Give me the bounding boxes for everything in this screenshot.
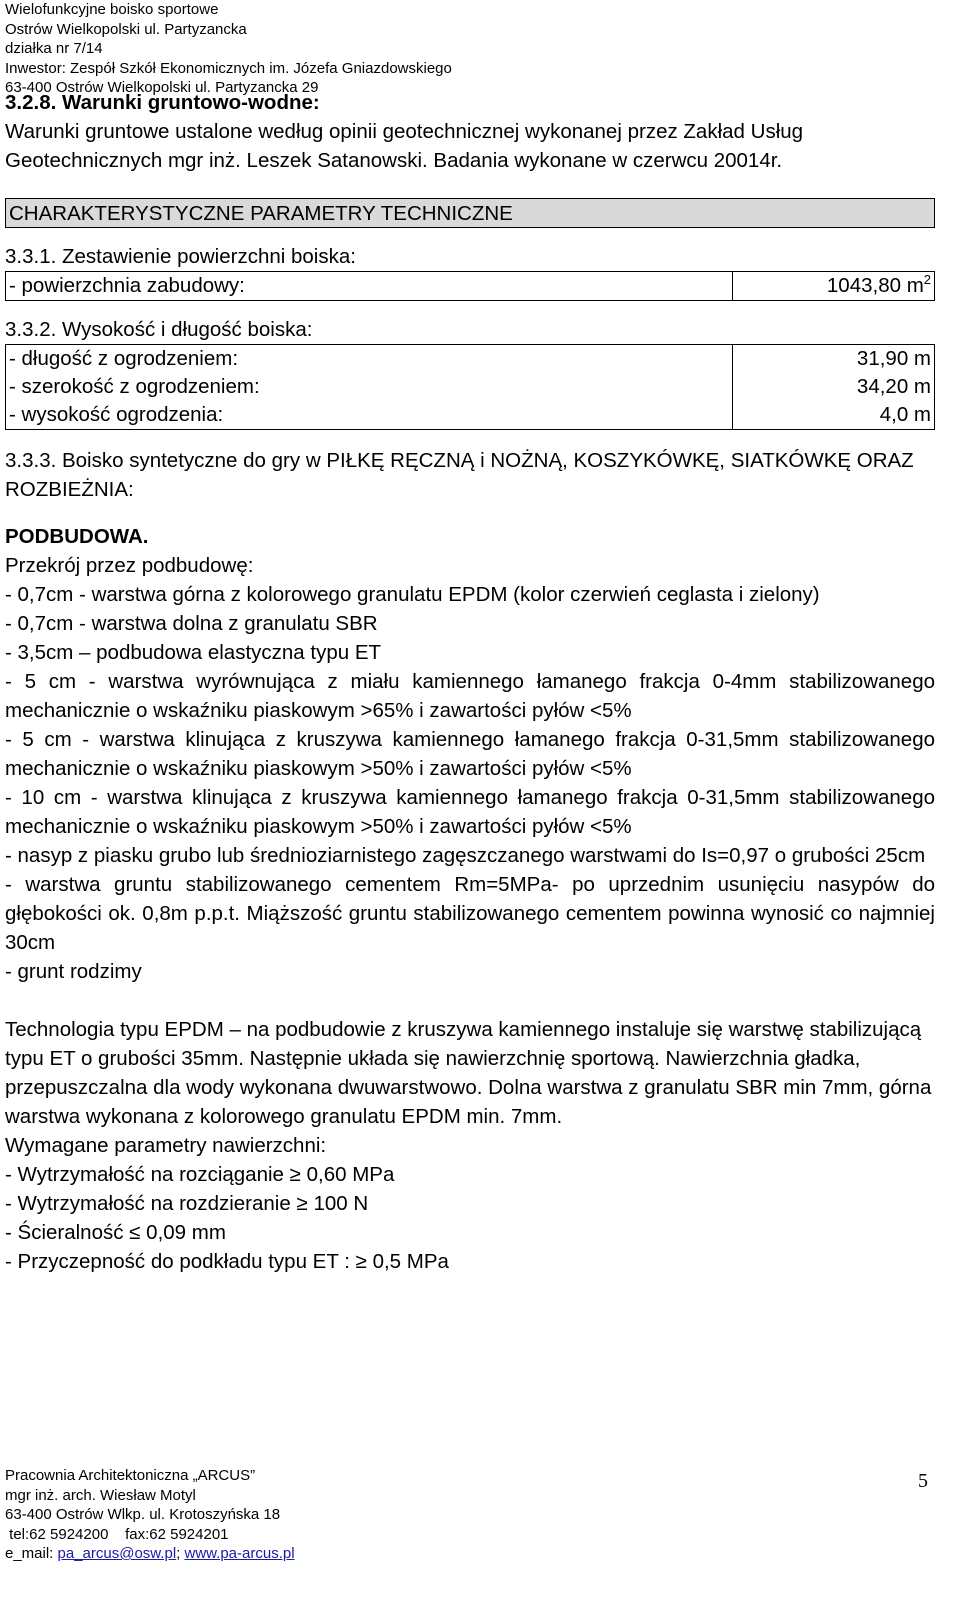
page-number: 5 xyxy=(918,1470,928,1492)
header-line: Wielofunkcyjne boisko sportowe xyxy=(5,1,219,18)
param-item: - Ścieralność ≤ 0,09 mm xyxy=(5,1221,226,1244)
document-body xyxy=(5,88,935,1276)
document-footer xyxy=(5,1466,295,1564)
section-band-heading: CHARAKTERYSTYCZNE PARAMETRY TECHNICZNE xyxy=(5,198,935,228)
layer-item: - warstwa gruntu stabilizowanego cementem Rm=5MPa- po uprzednim usunięciu nasypów do głębokości ok. 0,8m p.p.t. Miąższość gruntu stabilizowanego cementem powinna wynosić co najmniej 30cm xyxy=(5,873,935,954)
table-row xyxy=(6,272,935,301)
table-cell-value: 1043,80 $m^2$ xyxy=(733,272,935,301)
section-3-3-2-title: 3.3.2. Wysokość i długość boiska: xyxy=(5,318,313,341)
email-link[interactable]: pa_arcus@osw.pl xyxy=(57,1545,177,1562)
table-cell-value: 4,0 m xyxy=(733,401,935,430)
header-line: 63-400 Ostrów Wielkopolski ul. Partyzancka 29 xyxy=(5,79,319,96)
footer-line: mgr inż. arch. Wiesław Motyl xyxy=(5,1486,196,1504)
layer-item: - 5 cm - warstwa wyrównująca z miału kamiennego łamanego frakcja 0-4mm stabilizowanego mechanicznie o wskaźniku piaskowym >65% i zawartości pyłów <5% xyxy=(5,670,935,722)
area-table xyxy=(5,271,935,301)
header-line: Ostrów Wielkopolski ul. Partyzancka xyxy=(5,20,247,38)
table-cell-value: 31,90 m xyxy=(733,345,935,374)
header-line: Inwestor: Zespół Szkół Ekonomicznych im. Józefa Gniazdowskiego xyxy=(5,59,452,77)
table-row xyxy=(6,373,935,401)
param-item: - Przyczepność do podkładu typu ET : ≥ 0,5 MPa xyxy=(5,1250,449,1273)
layer-item: - 0,7cm - warstwa górna z kolorowego granulatu EPDM (kolor czerwień ceglasta i zielony) xyxy=(5,583,820,606)
section-3-2-8-title: 3.2.8. Warunki gruntowo-wodne: xyxy=(5,91,320,114)
podbudowa-intro: Przekrój przez podbudowę: xyxy=(5,554,254,577)
layer-item: - nasyp z piasku grubo lub średnioziarnistego zagęszczanego warstwami do Is=0,97 o grubości 25cm xyxy=(5,844,926,867)
table-cell-label: - powierzchnia zabudowy: xyxy=(6,272,733,301)
podbudowa-heading: PODBUDOWA. xyxy=(5,525,149,548)
section-3-3-3-title: 3.3.3. Boisko syntetyczne do gry w PIŁKĘ RĘCZNĄ i NOŻNĄ, KOSZYKÓWKĘ, SIATKÓWKĘ ORAZ ROZBIEŻNIA: xyxy=(5,449,914,501)
footer-line: tel:62 5924200 fax:62 5924201 xyxy=(5,1525,229,1543)
section-3-3-1-title: 3.3.1. Zestawienie powierzchni boiska: xyxy=(5,245,356,268)
footer-line: 63-400 Ostrów Wlkp. ul. Krotoszyńska 18 xyxy=(5,1506,281,1523)
technology-paragraph: Technologia typu EPDM – na podbudowie z kruszywa kamiennego instaluje się warstwę stabilizującą typu ET o grubości 35mm. Następnie układa się nawierzchnię sportową. Nawierzchnia gładka, przepuszczalna dla wody wykonana dwuwarstwowo. Dolna warstwa z granulatu SBR min 7mm, górna warstwa wykonana z kolorowego granulatu EPDM min. 7mm. xyxy=(5,1018,932,1128)
footer-line: Pracownia Architektoniczna „ARCUS” xyxy=(5,1467,256,1484)
footer-contact-line: e_mail: pa_arcus@osw.pl; www.pa-arcus.pl xyxy=(5,1545,295,1562)
param-item: - Wytrzymałość na rozciąganie ≥ 0,60 MPa xyxy=(5,1163,395,1186)
document-header xyxy=(5,0,452,98)
layer-item: - grunt rodzimy xyxy=(5,960,142,983)
section-3-2-8-text: Warunki gruntowe ustalone według opinii geotechnicznej wykonanej przez Zakład Usług Geotechnicznych mgr inż. Leszek Satanowski. Badania wykonane w czerwcu 20014r. xyxy=(5,120,804,172)
layer-item: - 5 cm - warstwa klinująca z kruszywa kamiennego łamanego frakcja 0-31,5mm stabilizowanego mechanicznie o wskaźniku piaskowym >50% i zawartości pyłów <5% xyxy=(5,728,935,780)
website-link[interactable]: www.pa-arcus.pl xyxy=(184,1545,295,1562)
layer-item: - 3,5cm – podbudowa elastyczna typu ET xyxy=(5,641,382,664)
layer-item: - 0,7cm - warstwa dolna z granulatu SBR xyxy=(5,612,378,635)
param-item: - Wytrzymałość na rozdzieranie ≥ 100 N xyxy=(5,1192,369,1215)
params-title: Wymagane parametry nawierzchni: xyxy=(5,1134,327,1157)
layer-item: - 10 cm - warstwa klinująca z kruszywa kamiennego łamanego frakcja 0-31,5mm stabilizowanego mechanicznie o wskaźniku piaskowym >50% i zawartości pyłów <5% xyxy=(5,786,935,838)
table-cell-label: - szerokość z ogrodzeniem: xyxy=(6,373,733,401)
table-cell-value: 34,20 m xyxy=(733,373,935,401)
table-row xyxy=(6,401,935,430)
table-row xyxy=(6,345,935,374)
header-line: działka nr 7/14 xyxy=(5,40,103,57)
table-cell-label: - długość z ogrodzeniem: xyxy=(6,345,733,374)
table-cell-label: - wysokość ogrodzenia: xyxy=(6,401,733,430)
dimensions-table xyxy=(5,344,935,430)
